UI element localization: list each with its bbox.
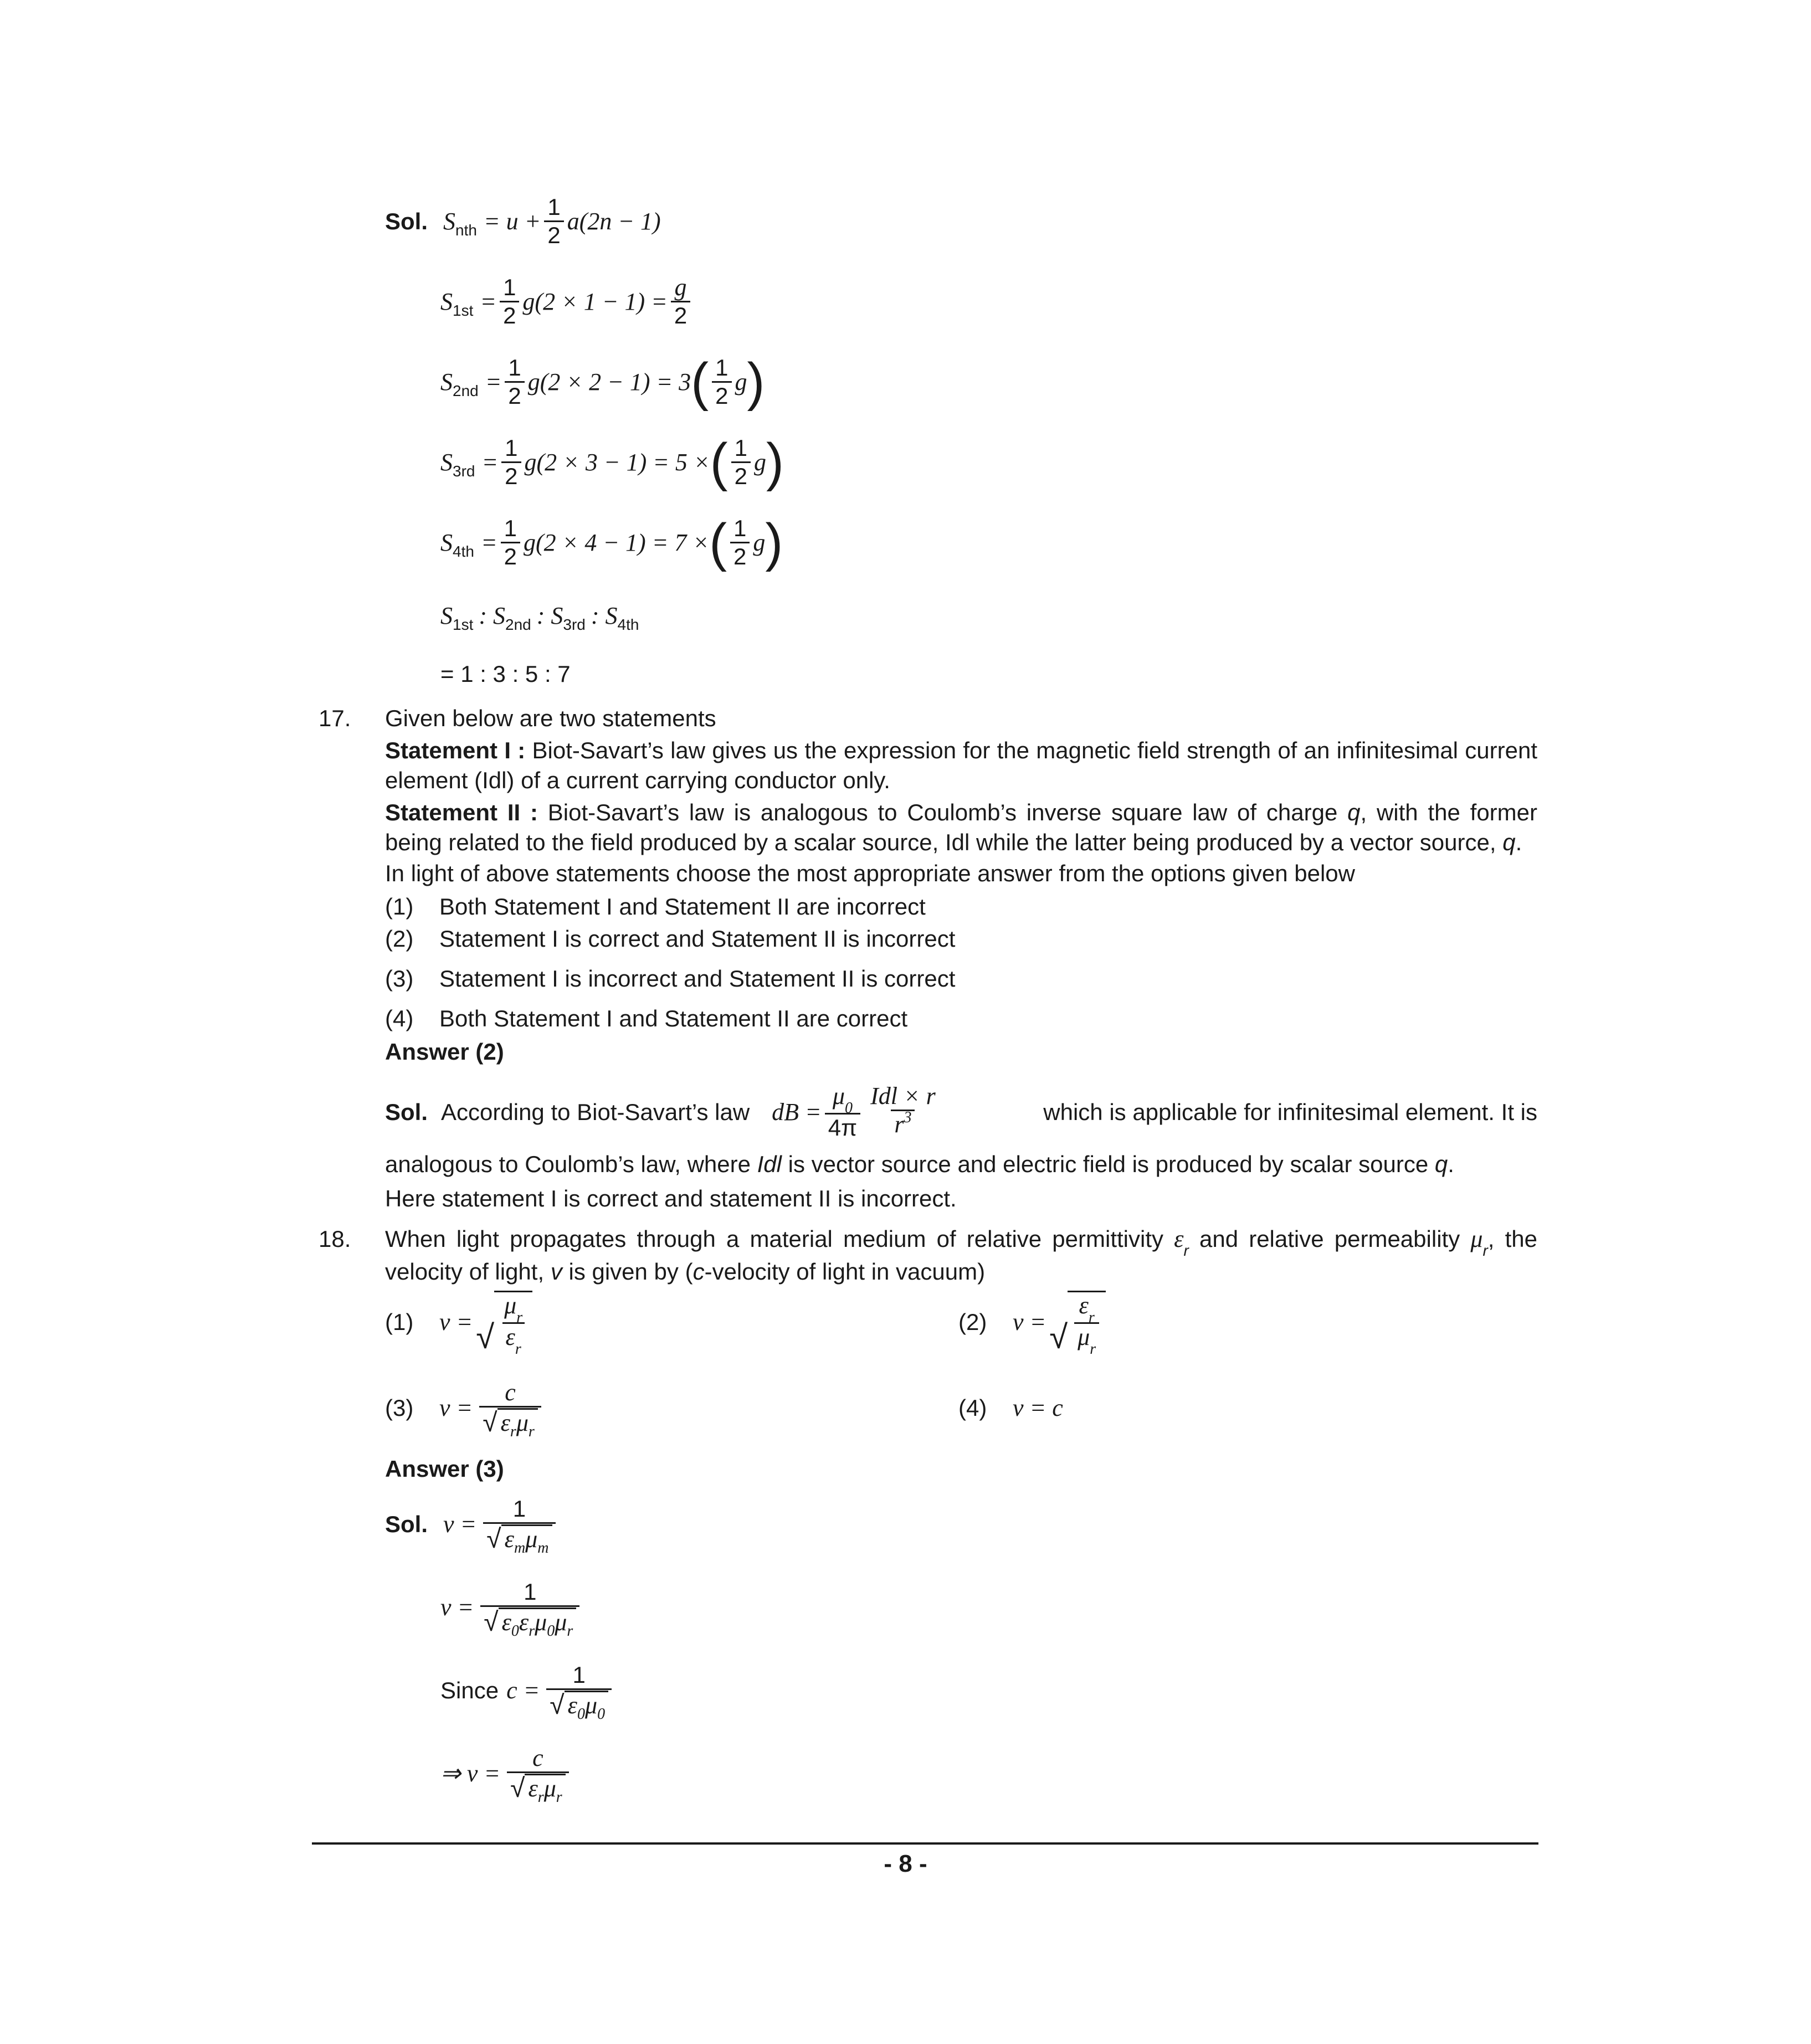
denominator: 2	[501, 461, 521, 490]
subscript: 0	[844, 1100, 853, 1117]
mu-symbol: μ	[535, 1609, 547, 1636]
subscript: r	[567, 1622, 573, 1640]
numerator: 1	[734, 435, 747, 461]
epsilon-symbol: ε	[567, 1692, 577, 1719]
c-var: c	[692, 1259, 705, 1285]
option-lhs: v =	[1013, 1308, 1046, 1336]
epsilon-symbol: ε	[501, 1609, 511, 1636]
s-subscript: 4th	[453, 542, 474, 560]
left-paren: (	[710, 432, 728, 492]
option-number: (2)	[958, 1309, 987, 1335]
sol-label: Sol.	[385, 208, 428, 234]
q17-intro: Given below are two statements	[385, 705, 716, 731]
eq-part: g	[753, 448, 766, 476]
s-subscript: 1st	[453, 301, 474, 319]
ratio-sub: 3rd	[563, 616, 586, 633]
q17-option-4	[385, 1004, 907, 1034]
numerator: 1	[512, 1496, 526, 1522]
epsilon-symbol: ε	[528, 1775, 538, 1802]
ratio-sub: 2nd	[505, 616, 531, 633]
subscript: r	[1088, 1309, 1095, 1326]
epsilon-symbol: ε	[1174, 1225, 1184, 1252]
statement-2-text: Biot-Savart’s law is analogous to Coulomb’s inverse square law of charge	[537, 799, 1348, 825]
option-number: (3)	[385, 965, 414, 992]
eq-part: = u +	[483, 207, 541, 235]
eq-part: =	[485, 368, 502, 396]
option-text: Both Statement I and Statement II are incorrect	[439, 893, 926, 920]
fraction	[1074, 1292, 1099, 1358]
q17-option-3	[385, 964, 955, 994]
mu-symbol: μ	[504, 1292, 517, 1319]
eq-part: =	[480, 528, 497, 556]
subscript: r	[1183, 1242, 1189, 1259]
denominator: 2	[501, 542, 520, 570]
sol16-row-4th	[440, 512, 783, 572]
s-var: S	[440, 448, 453, 476]
square-root: √ ε 0 ε r μ 0 μ r	[484, 1608, 576, 1636]
epsilon-symbol: ε	[504, 1526, 514, 1553]
ratio-term: : S	[536, 602, 563, 629]
subscript: r	[556, 1789, 562, 1806]
subscript: r	[515, 1341, 521, 1358]
eq-part: =	[480, 287, 497, 315]
q18-solution-row-3	[440, 1662, 615, 1723]
statement-2-text: .	[1515, 829, 1522, 855]
denominator: 2	[544, 220, 563, 249]
q18-option-2	[958, 1291, 1106, 1358]
right-paren: )	[766, 432, 784, 492]
mu-symbol: μ	[584, 1692, 598, 1719]
denominator: 2	[505, 381, 524, 409]
fraction	[480, 1579, 579, 1640]
q18-answer: Answer (3)	[385, 1456, 504, 1482]
square-root: √ ε 0 μ 0	[550, 1691, 608, 1719]
q18-solution-row-4	[440, 1744, 572, 1806]
denominator	[891, 1110, 915, 1141]
square-root: √ ε r μ r	[510, 1774, 566, 1802]
question-number-18: 18.	[319, 1226, 351, 1252]
square-root: √ $\frac{\varepsilon_r}{\mu_r}$	[1049, 1291, 1106, 1354]
option-text: Statement I is correct and Statement II is incorrect	[439, 926, 956, 952]
mu-symbol: μ	[1470, 1225, 1483, 1252]
q17-solution-line-1	[385, 1083, 1537, 1141]
s-subscript: 2nd	[453, 382, 479, 399]
s-var: S	[440, 287, 453, 315]
numerator: 1	[547, 194, 561, 220]
s-subscript: nth	[455, 221, 477, 239]
denominator	[502, 1322, 525, 1358]
fraction	[867, 1083, 939, 1141]
r-var: r	[894, 1111, 904, 1138]
q18-text-part: and relative permeability	[1188, 1226, 1471, 1252]
q18-option-4	[958, 1393, 1063, 1423]
option-text: Statement I is incorrect and Statement II is correct	[439, 965, 956, 992]
q17-option-1	[385, 892, 926, 922]
sol-label: Sol.	[385, 1511, 428, 1537]
square-root: √ ε m μ m	[486, 1524, 552, 1553]
s-subscript: 3rd	[453, 462, 475, 480]
mu-symbol: μ	[832, 1082, 845, 1110]
sol-text: is vector source and electric field is produced by scalar source	[782, 1151, 1435, 1177]
fraction	[501, 435, 521, 490]
q17-solution-line-3: Here statement I is correct and statement II is incorrect.	[385, 1185, 957, 1211]
denominator	[546, 1688, 612, 1723]
fraction	[483, 1496, 555, 1557]
epsilon-symbol: ε	[500, 1409, 510, 1437]
q18-option-1	[385, 1291, 532, 1358]
subscript: 0	[597, 1706, 606, 1723]
option-number: (3)	[385, 1394, 414, 1421]
sol16-row-2nd	[440, 352, 765, 412]
q18-text-part: is given by (	[562, 1259, 693, 1285]
q17-statement-2	[385, 798, 1537, 857]
numerator: 1	[524, 1579, 537, 1605]
option-number: (4)	[958, 1395, 987, 1421]
denominator: 2	[671, 301, 690, 329]
q18-text	[385, 1224, 1537, 1287]
epsilon-symbol: ε	[505, 1323, 515, 1350]
fraction	[544, 194, 563, 249]
subscript: m	[514, 1539, 526, 1557]
formula-lhs: v =	[443, 1510, 477, 1538]
fraction	[546, 1662, 612, 1723]
subscript: r	[1482, 1242, 1488, 1259]
denominator	[483, 1522, 555, 1557]
charge-var: q	[1434, 1151, 1448, 1177]
numerator: c	[532, 1744, 543, 1771]
mu-symbol: μ	[1078, 1323, 1090, 1350]
numerator: 1	[715, 355, 728, 381]
statement-1-text: Biot-Savart’s law gives us the expression for the magnetic field strength of an infinitesimal current element (Idl) of a current carrying conductor only.	[385, 737, 1537, 793]
denominator: 2	[730, 542, 750, 570]
fraction	[507, 1744, 569, 1806]
sol-text: analogous to Coulomb’s law, where	[385, 1151, 757, 1177]
denominator	[480, 1605, 579, 1640]
eq-part: g(2 × 1 − 1) =	[522, 287, 668, 315]
option-number: (1)	[385, 893, 414, 920]
q18-text-part: -velocity of light in vacuum)	[704, 1259, 986, 1285]
square-root: √ ε r μ r	[483, 1408, 538, 1436]
fraction	[505, 355, 524, 409]
statement-2-text: , with the former being related to the field produced by a scalar source, Idl while the latter being produced by a vector source,	[385, 799, 1537, 855]
fraction	[825, 1083, 860, 1141]
formula-lhs: c =	[506, 1676, 540, 1704]
option-number: (2)	[385, 926, 414, 952]
sol-text: which is applicable for infinitesimal element. It is	[1043, 1098, 1537, 1125]
ratio-term: S	[440, 602, 453, 629]
option-text: Both Statement I and Statement II are correct	[439, 1005, 908, 1031]
charge-var: q	[1347, 799, 1361, 825]
fraction	[731, 435, 751, 490]
eq-part: g(2 × 3 − 1) = 5 ×	[524, 448, 710, 476]
mu-symbol: μ	[555, 1609, 567, 1636]
sol16-row-1st	[440, 274, 694, 329]
numerator: 1	[733, 515, 747, 541]
fraction	[501, 1292, 526, 1358]
numerator	[829, 1082, 856, 1117]
fraction	[712, 355, 731, 409]
epsilon-symbol: ε	[519, 1609, 529, 1636]
left-paren: (	[709, 512, 727, 572]
denominator	[507, 1771, 569, 1806]
option-text: v = c	[1013, 1394, 1063, 1421]
q17-solution-line-2	[385, 1149, 1537, 1179]
ratio-sub: 1st	[453, 616, 474, 633]
idl-var: Idl	[757, 1151, 782, 1177]
statement-2-label: Statement II :	[385, 799, 538, 825]
subscript: r	[510, 1423, 516, 1441]
option-number: (4)	[385, 1005, 414, 1031]
numerator	[501, 1292, 526, 1326]
question-number-17: 17.	[319, 705, 351, 731]
sol-label: Sol.	[385, 1098, 428, 1125]
v-var: v	[550, 1259, 562, 1285]
numerator: 1	[505, 435, 518, 461]
denominator: 4π	[825, 1113, 860, 1141]
sol16-ratio-result: = 1 : 3 : 5 : 7	[440, 661, 571, 687]
q18-solution-row-1	[385, 1496, 559, 1557]
q17-instruction: In light of above statements choose the most appropriate answer from the options given below	[385, 860, 1355, 886]
numerator: c	[505, 1379, 516, 1406]
sol-text: .	[1448, 1151, 1454, 1177]
option-number: (1)	[385, 1309, 414, 1335]
denominator: 2	[712, 381, 731, 409]
q17-answer: Answer (2)	[385, 1039, 504, 1065]
fraction	[671, 274, 690, 329]
numerator: 1	[504, 515, 517, 541]
mu-symbol: μ	[516, 1409, 529, 1437]
denominator	[1074, 1322, 1099, 1358]
numerator: 1	[503, 274, 516, 300]
s-var: S	[440, 368, 453, 396]
ratio-sub: 4th	[617, 616, 639, 633]
q18-text-part: When light propagates through a material medium of relative permittivity	[385, 1226, 1174, 1252]
q17-option-2	[385, 924, 955, 954]
fraction	[479, 1379, 541, 1441]
q18-solution-row-2	[440, 1579, 583, 1640]
q18-option-3	[385, 1379, 545, 1441]
sol16-row-nth	[385, 194, 661, 249]
since-word: Since	[440, 1677, 499, 1703]
ratio-term: : S	[591, 602, 618, 629]
eq-part: g	[735, 368, 747, 396]
s-var: S	[440, 528, 453, 556]
ratio-term: : S	[479, 602, 506, 629]
subscript: r	[537, 1789, 544, 1806]
epsilon-symbol: ε	[1079, 1292, 1089, 1319]
mu-symbol: μ	[525, 1526, 538, 1553]
eq-part: g(2 × 2 − 1) = 3	[527, 368, 691, 396]
statement-1-label: Statement I :	[385, 737, 526, 763]
s-var: S	[443, 207, 456, 235]
charge-var: q	[1502, 829, 1516, 855]
square-root: √ $\frac{\mu_r}{\varepsilon_r}$	[476, 1291, 532, 1354]
numerator: 1	[572, 1662, 586, 1688]
subscript: 0	[547, 1622, 555, 1640]
subscript: r	[516, 1309, 523, 1326]
superscript: 3	[904, 1109, 912, 1126]
mu-symbol: μ	[543, 1775, 556, 1802]
eq-part: g(2 × 4 − 1) = 7 ×	[524, 528, 710, 556]
formula-lhs: dB =	[772, 1098, 822, 1126]
numerator: g	[674, 274, 687, 301]
denominator: 2	[500, 301, 519, 329]
left-paren: (	[691, 352, 709, 412]
fraction	[500, 274, 519, 329]
sol16-ratio	[440, 601, 639, 631]
eq-part: g	[753, 528, 766, 556]
formula-lhs: v =	[440, 1593, 474, 1621]
q17-statement-1	[385, 736, 1537, 795]
footer-rule	[312, 1842, 1538, 1845]
fraction	[501, 515, 520, 570]
q18-text-part: , the velocity of light,	[385, 1226, 1537, 1285]
option-lhs: v =	[439, 1394, 473, 1421]
subscript: 0	[577, 1706, 585, 1723]
subscript: r	[529, 1622, 535, 1640]
sol16-row-3rd	[440, 432, 784, 492]
eq-part: =	[481, 448, 499, 476]
numerator: 1	[508, 355, 521, 381]
numerator: Idl × r	[870, 1082, 936, 1110]
right-paren: )	[765, 512, 783, 572]
denominator: 2	[731, 461, 751, 490]
numerator	[1076, 1292, 1098, 1326]
fraction	[730, 515, 750, 570]
option-lhs: v =	[439, 1308, 473, 1336]
subscript: 0	[511, 1622, 519, 1640]
denominator	[479, 1406, 541, 1441]
subscript: m	[537, 1539, 549, 1557]
right-paren: )	[747, 352, 765, 412]
eq-part: a(2n − 1)	[567, 207, 661, 235]
sol-text: According to Biot-Savart’s law	[441, 1098, 750, 1125]
subscript: r	[1090, 1341, 1096, 1358]
formula-lhs: ⇒ v =	[440, 1759, 501, 1787]
page-number: - 8 -	[884, 1850, 927, 1877]
subscript: r	[528, 1423, 535, 1441]
